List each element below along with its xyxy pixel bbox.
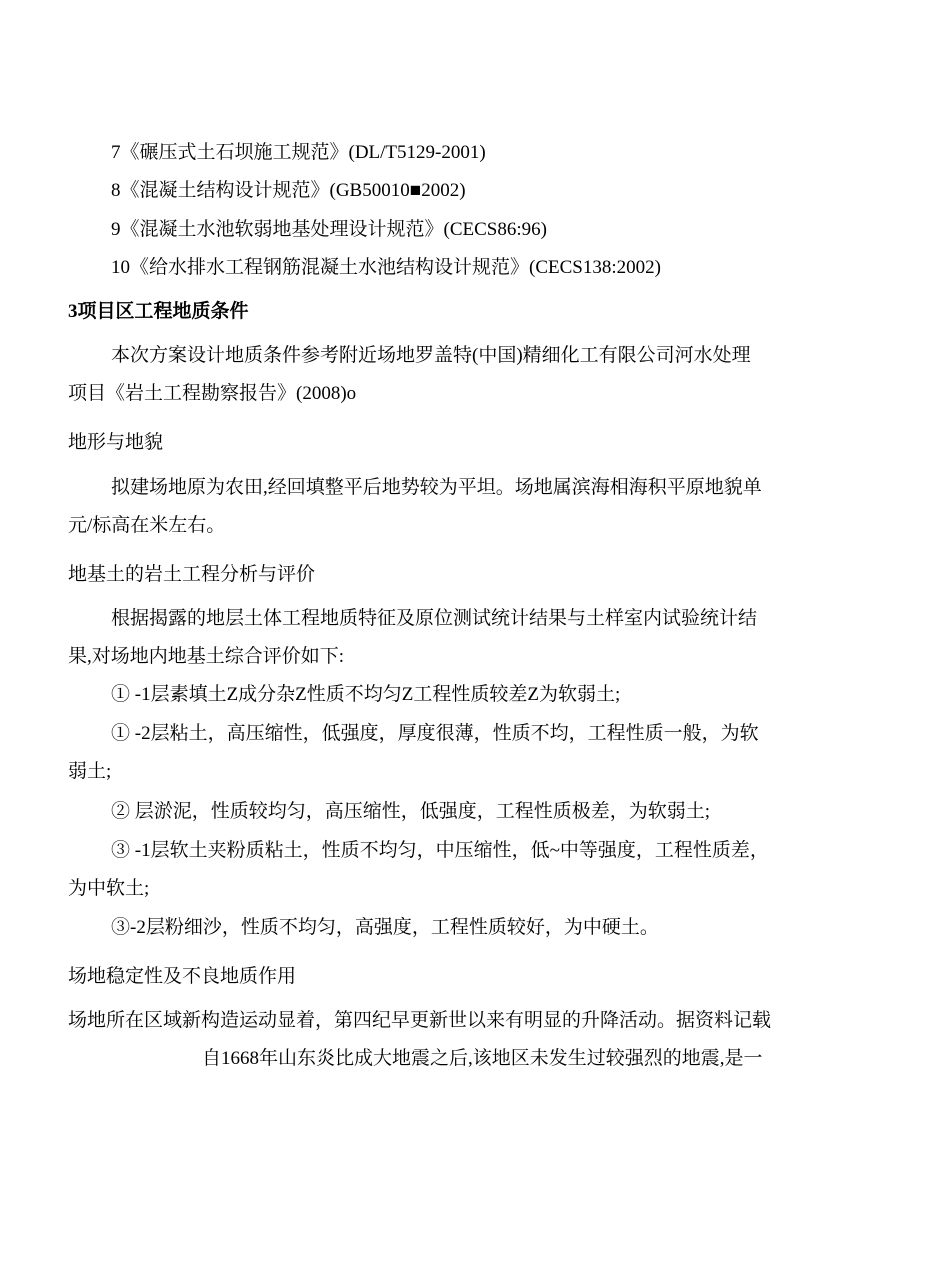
soil-item-3-1-continued: 为中软土;	[68, 878, 150, 899]
reference-item-9: 9《混凝土水池软弱地基处理设计规范》(CECS86:96)	[111, 219, 547, 240]
stability-title: 场地稳定性及不良地质作用	[68, 966, 297, 987]
section-3-intro-line-2: 项目《岩土工程勘察报告》(2008)o	[68, 383, 357, 404]
foundation-title: 地基土的岩土工程分析与评价	[68, 564, 316, 585]
foundation-line-1: 根据揭露的地层土体工程地质特征及原位测试统计结果与土样室内试验统计结	[111, 608, 758, 629]
reference-item-10: 10《给水排水工程钢筋混凝土水池结构设计规范》(CECS138:2002)	[111, 257, 661, 278]
section-3-title: 3项目区工程地质条件	[68, 301, 249, 322]
soil-item-1-2-continued: 弱土;	[68, 761, 112, 782]
section-3-intro-line-1: 本次方案设计地质条件参考附近场地罗盖特(中国)精细化工有限公司河水处理	[111, 345, 751, 366]
soil-item-1-1: ① -1层素填土Z成分杂Z性质不均匀Z工程性质较差Z为软弱土;	[111, 684, 621, 705]
reference-item-7: 7《碾压式土石坝施工规范》(DL/T5129-2001)	[111, 142, 486, 163]
stability-line-2: 自1668年山东炎比成大地震之后,该地区未发生过较强烈的地震,是一	[202, 1048, 763, 1069]
soil-item-3-1: ③ -1层软土夹粉质粘土，性质不均匀，中压缩性，低~中等强度，工程性质差，	[111, 840, 769, 861]
foundation-line-2: 果,对场地内地基土综合评价如下:	[68, 646, 345, 667]
soil-item-2: ② 层淤泥，性质较均匀，高压缩性，低强度，工程性质极差，为软弱土;	[111, 801, 711, 822]
terrain-line-2: 元/标高在米左右。	[68, 515, 226, 536]
soil-item-3-2: ③-2层粉细沙，性质不均匀，高强度，工程性质较好，为中硬土。	[111, 917, 659, 938]
stability-line-1: 场地所在区域新构造运动显着，第四纪早更新世以来有明显的升降活动。据资料记载	[68, 1010, 772, 1031]
terrain-title: 地形与地貌	[68, 432, 164, 453]
soil-item-1-2: ① -2层粘土，高压缩性，低强度，厚度很薄，性质不均，工程性质一般，为软	[111, 723, 759, 744]
reference-item-8: 8《混凝土结构设计规范》(GB50010■2002)	[111, 180, 466, 201]
terrain-line-1: 拟建场地原为农田,经回填整平后地势较为平坦。场地属滨海相海积平原地貌单	[111, 477, 762, 498]
